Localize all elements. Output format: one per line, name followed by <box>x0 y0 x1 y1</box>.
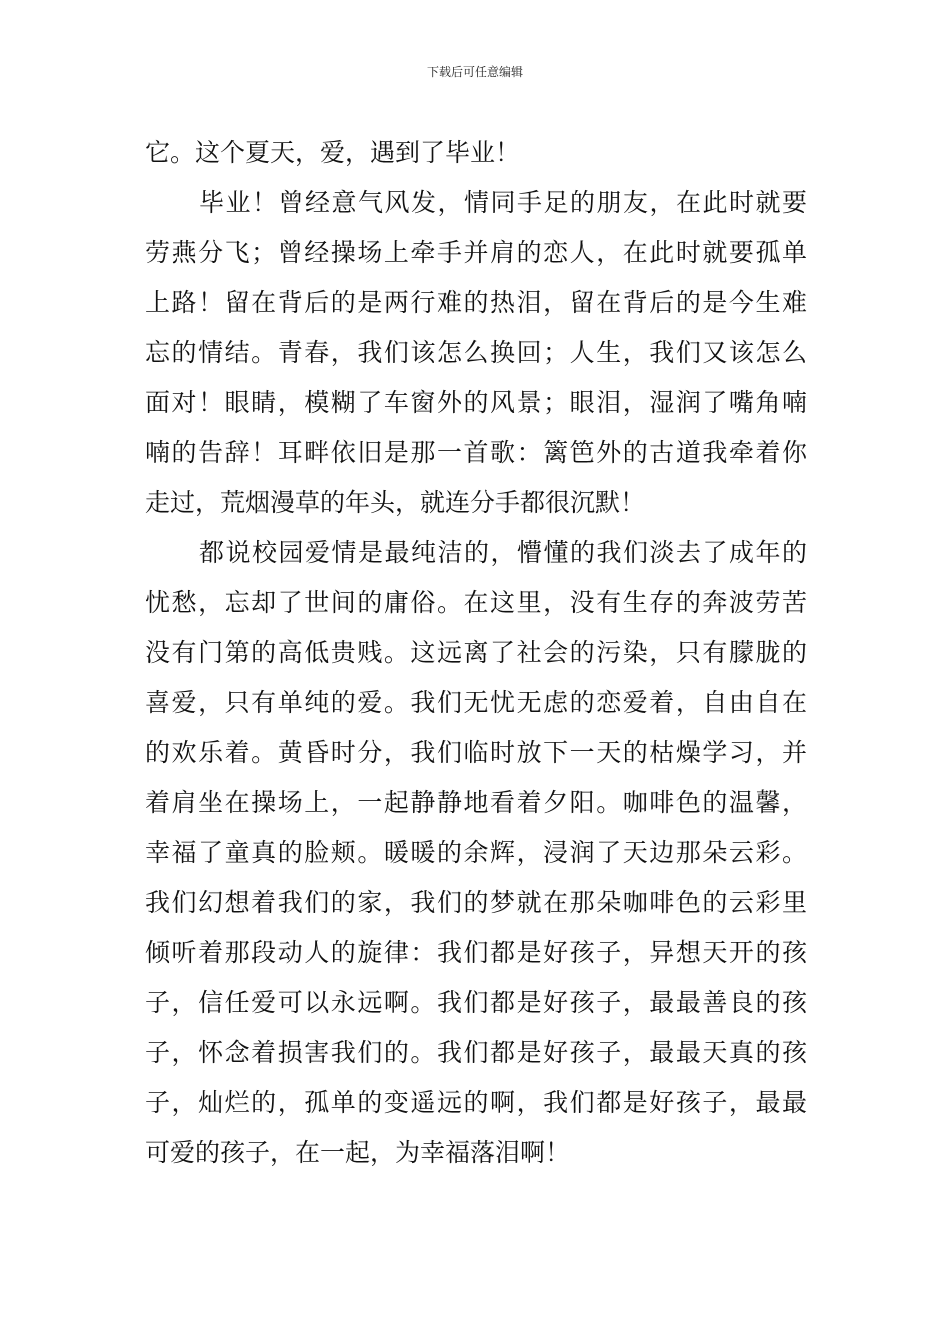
text-line: 忘的情结。青春，我们该怎么换回；人生，我们又该怎么 <box>145 338 807 367</box>
text-line: 喜爱，只有单纯的爱。我们无忧无虑的恋爱着，自由自在 <box>145 688 807 717</box>
text-line: 毕业！曾经意气风发，情同手足的朋友，在此时就要 <box>199 188 807 217</box>
text-line: 上路！留在背后的是两行难的热泪，留在背后的是今生难 <box>145 288 807 317</box>
text-line: 子，信任爱可以永远啊。我们都是好孩子，最最善良的孩 <box>145 988 807 1017</box>
text-line: 子，灿烂的，孤单的变遥远的啊，我们都是好孩子，最最 <box>145 1088 807 1117</box>
body-text <box>145 128 807 1178</box>
text-line: 幸福了童真的脸颊。暖暖的余辉，浸润了天边那朵云彩。 <box>145 838 807 867</box>
text-line: 没有门第的高低贵贱。这远离了社会的污染，只有朦胧的 <box>145 638 807 667</box>
text-line: 忧愁，忘却了世间的庸俗。在这里，没有生存的奔波劳苦 <box>145 588 807 617</box>
page-header: 下载后可任意编辑 <box>426 65 523 79</box>
text-line: 面对！眼睛，模糊了车窗外的风景；眼泪，湿润了嘴角喃 <box>145 388 807 417</box>
text-line: 可爱的孩子，在一起，为幸福落泪啊！ <box>145 1138 571 1167</box>
text-line: 喃的告辞！耳畔依旧是那一首歌：篱笆外的古道我牵着你 <box>145 438 807 467</box>
text-line: 子，怀念着损害我们的。我们都是好孩子，最最天真的孩 <box>145 1038 807 1067</box>
text-line: 我们幻想着我们的家，我们的梦就在那朵咖啡色的云彩里 <box>145 888 807 917</box>
text-line: 的欢乐着。黄昏时分，我们临时放下一天的枯燥学习，并 <box>145 738 807 767</box>
text-line: 走过，荒烟漫草的年头，就连分手都很沉默！ <box>145 488 646 517</box>
text-line: 都说校园爱情是最纯洁的，懵懂的我们淡去了成年的 <box>199 538 807 567</box>
text-line: 着肩坐在操场上，一起静静地看着夕阳。咖啡色的温馨， <box>145 788 807 817</box>
text-line: 它。这个夏天，爱，遇到了毕业！ <box>145 138 521 167</box>
text-line: 劳燕分飞；曾经操场上牵手并肩的恋人，在此时就要孤单 <box>145 238 807 267</box>
text-line: 倾听着那段动人的旋律：我们都是好孩子，异想天开的孩 <box>145 938 807 967</box>
